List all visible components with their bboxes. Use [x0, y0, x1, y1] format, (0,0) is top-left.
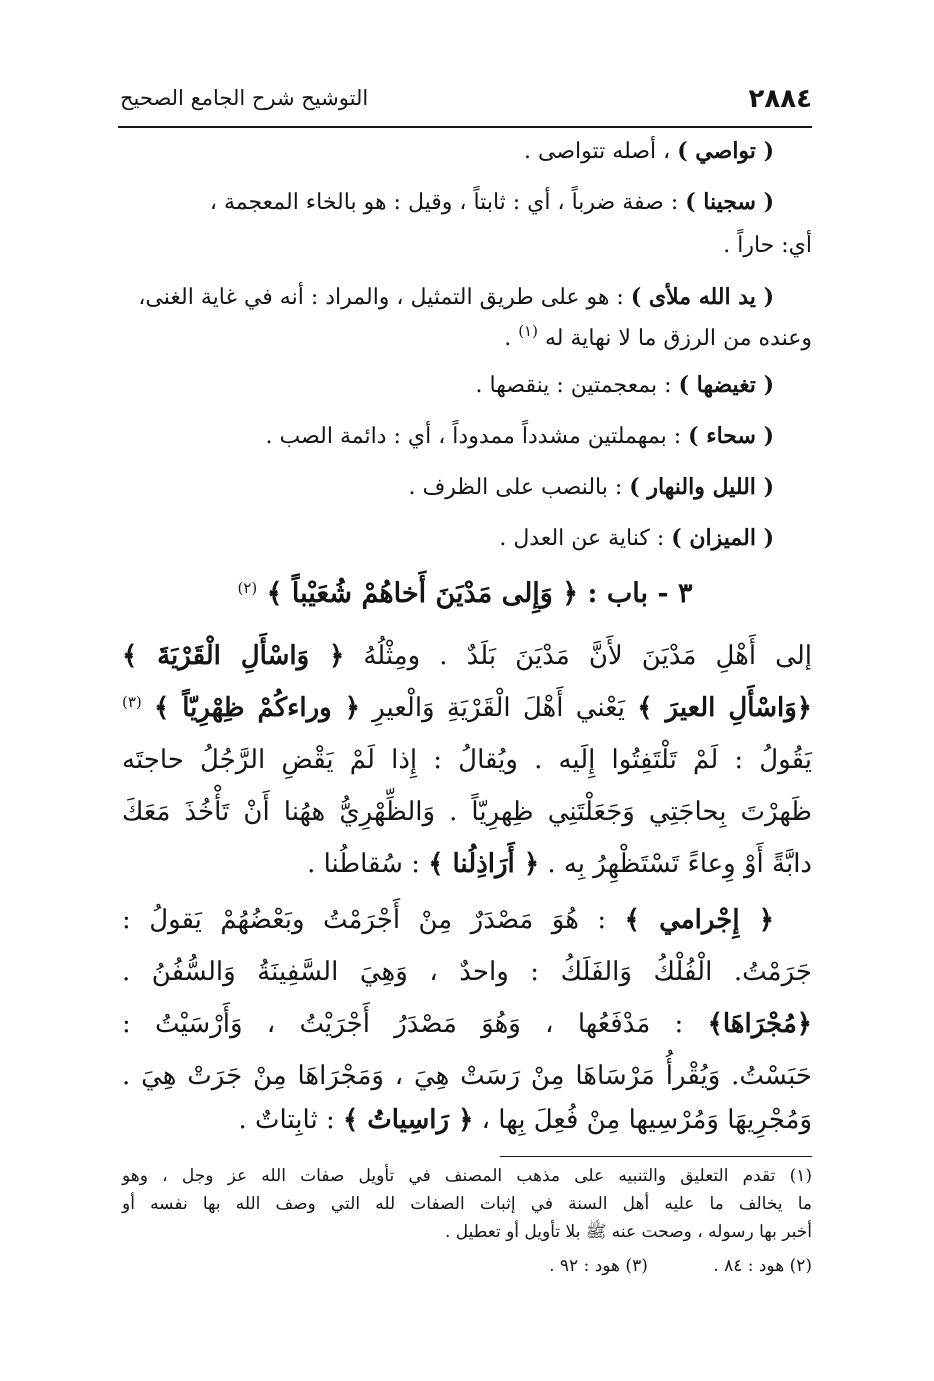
- body-text: : سُقاطُنا .: [307, 849, 420, 879]
- quran-quote: ﴿وَاسْأَلِ العيرَ ﴾: [637, 693, 812, 723]
- entry-term: ( سحاء ): [688, 423, 774, 449]
- entry-text: : كناية عن العدل .: [499, 526, 665, 551]
- body-text: : هُوَ مَصْدَرٌ مِنْ أَجْرَمْتُ وبَعْضُهُمْ يَقولُ :: [122, 905, 607, 935]
- footnote-1-line1: (١) تقدم التعليق والتنبيه على مذهب المصنف في تأويل صفات الله عز وجل ، وهو: [122, 1166, 812, 1186]
- footnote-refs-line: [489, 1256, 812, 1276]
- footnote-2: (٢) هود : ٨٤ .: [713, 1256, 812, 1276]
- body-text: : مَدْفَعُها ، وَهُوَ مَصْدَرُ أَجْرَيْتُ ، وَأَرْسَيْتُ :: [122, 1009, 684, 1039]
- entry-yadullah-line2: [504, 322, 812, 353]
- body-text: وَمُجْرِيهَا وَمُرْسِيها مِنْ فُعِلَ بِها ،: [481, 1105, 812, 1135]
- page-number: ٢٨٨٤: [748, 84, 812, 114]
- chapter-title: ٣ - باب : ﴿ وَإِلى مَدْيَنَ أَخاهُمْ شُعَيْباً ﴾: [266, 578, 693, 609]
- footnote-rule: [500, 1156, 812, 1157]
- para2-line4: حَبَسْتُ. وَيُقْرأُ مَرْسَاهَا مِنْ رَسَتْ هِيَ ، وَمَجْرَاهَا مِنْ جَرَتْ هِيَ .: [122, 1061, 812, 1091]
- quran-quote: ﴿مُجْرَاهَا﴾: [707, 1009, 813, 1039]
- footnote-ref: (١): [518, 322, 538, 340]
- quran-quote: ﴿ وراءكُمْ ظِهْرِيّاً ﴾: [154, 693, 360, 723]
- body-text: يَعْني أَهْلَ الْقَرْيَةِ وَالْعيرِ: [372, 693, 626, 723]
- entry-yadullah-line1: [138, 284, 774, 312]
- quran-quote: ﴿ رَاسِياتُ ﴾: [342, 1105, 474, 1135]
- body-text: : ثابِتاتٌ .: [238, 1105, 335, 1135]
- para1-line3: يَقُولُ : لَمْ تَلْتَفِتُوا إِلَيه . ويُقالُ : إِذا لَمْ يَقْضِ الرَّجُلُ حاجتَه: [122, 745, 812, 775]
- entry-term: ( تواصي ): [677, 138, 774, 164]
- entry-layl-nahar: [408, 474, 774, 502]
- entry-text: : بمعجمتين : ينقصها .: [475, 373, 672, 398]
- para1-line2: [122, 692, 812, 725]
- body-text: إلى أَهْلِ مَدْيَنَ لأَنَّ مَدْيَنَ بَلَدٌ . ومِثْلُهُ: [363, 641, 812, 671]
- entry-term: ( تغيضها ): [678, 372, 774, 398]
- entry-mizan: [499, 525, 774, 553]
- entry-text: : بمهملتين مشدداً ممدوداً ، أي : دائمة الصب .: [265, 424, 682, 449]
- running-header: [118, 84, 812, 122]
- para2-line5: [239, 1104, 812, 1137]
- body-text: دابَّةً أَوْ وِعاءً تَسْتَظْهِرُ بِه .: [547, 849, 812, 879]
- entry-text: : بالنصب على الظرف .: [408, 475, 623, 500]
- entry-sahha: [265, 423, 774, 451]
- para2-line1: [122, 904, 774, 937]
- entry-text: : هو على طريق التمثيل ، والمراد : أنه في غاية الغنى،: [138, 285, 624, 310]
- chapter-heading: [118, 578, 812, 609]
- footnote-1-line2: ما يخالف ما عليه أهل السنة في إثبات الصفات لله التي وصف الله بها نفسه أو: [122, 1194, 812, 1214]
- para2-line3: [122, 1008, 812, 1041]
- quran-quote: ﴿ إِجْرامي ﴾: [624, 905, 775, 935]
- para1-line4: ظَهرْتَ بِحاجَتِي وَجَعَلْتَنِي ظِهرِيّاً . وَالظِّهْرِيُّ ههُنا أَنْ تَأْخُذَ مَعَكَ: [122, 797, 812, 827]
- entry-sijjin-line2: أي: حاراً .: [723, 233, 812, 258]
- footnote-ref: (٣): [122, 693, 142, 711]
- entry-text: ، أصله تتواصى .: [524, 139, 671, 164]
- entry-term: ( يد الله ملأى ): [630, 284, 774, 310]
- entry-text: وعنده من الرزق ما لا نهاية له: [544, 326, 812, 351]
- entry-text: : صفة ضرباً ، أي : ثابتاً ، وقيل : هو بالخاء المعجمة ،: [209, 190, 679, 215]
- para1-line1: [122, 640, 812, 673]
- entry-term: ( سجينا ): [685, 189, 774, 215]
- entry-sijjin-line1: [210, 189, 774, 217]
- entry-taghidhuha: [476, 372, 774, 400]
- para2-line2: جَرَمْتُ. الْفُلْكُ وَالفَلَكُ : واحدٌ ، وَهِيَ السَّفِينَةُ وَالسُّفُنُ .: [122, 957, 812, 987]
- footnote-ref: (٢): [237, 579, 258, 597]
- entry-tawasi: [524, 138, 774, 166]
- quran-quote: ﴿ أَرَاذِلُنا ﴾: [428, 849, 540, 879]
- para1-line5: [307, 848, 812, 881]
- book-title: التوشيح شرح الجامع الصحيح: [120, 86, 369, 110]
- entry-term: ( الميزان ): [671, 525, 774, 551]
- footnote-1-line3: أخبر بها رسوله ، وصحت عنه ﷺ بلا تأويل أو تعطيل .: [444, 1222, 812, 1242]
- entry-term: ( الليل والنهار ): [629, 474, 774, 500]
- footnote-3: (٣) هود : ٩٢ .: [549, 1256, 648, 1276]
- entry-text: .: [504, 326, 512, 351]
- header-rule: [118, 126, 812, 128]
- quran-quote: ﴿ وَاسْأَلِ الْقَرْيَةَ ﴾: [122, 641, 345, 671]
